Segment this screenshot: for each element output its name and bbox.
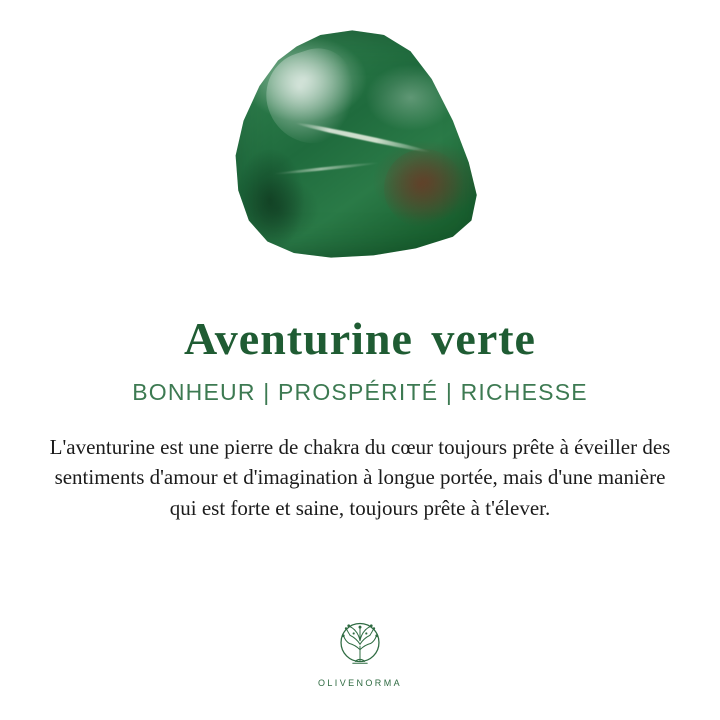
stone-rust-inclusion [384,149,464,228]
green-aventurine-stone-icon [225,28,490,260]
brand-logo [0,619,720,688]
brand-name: OLIVENORMA [317,678,402,688]
keywords-subtitle: BONHEUR | PROSPÉRITÉ | RICHESSE [132,379,588,405]
stone-body [225,28,490,260]
stone-highlight [255,40,369,156]
page-title: Aventurine verte [184,313,536,364]
description-text: L'aventurine est une pierre de chakra du cœur toujours prête à éveiller des sentiments d'amour et d'imagination à longue portée, mais d'une manière qui est forte et saine, toujours prête à t'élever. [49,435,671,520]
stone-image-area [0,0,720,290]
tree-of-life-icon [331,619,389,675]
stone-dark-edge [236,149,305,251]
